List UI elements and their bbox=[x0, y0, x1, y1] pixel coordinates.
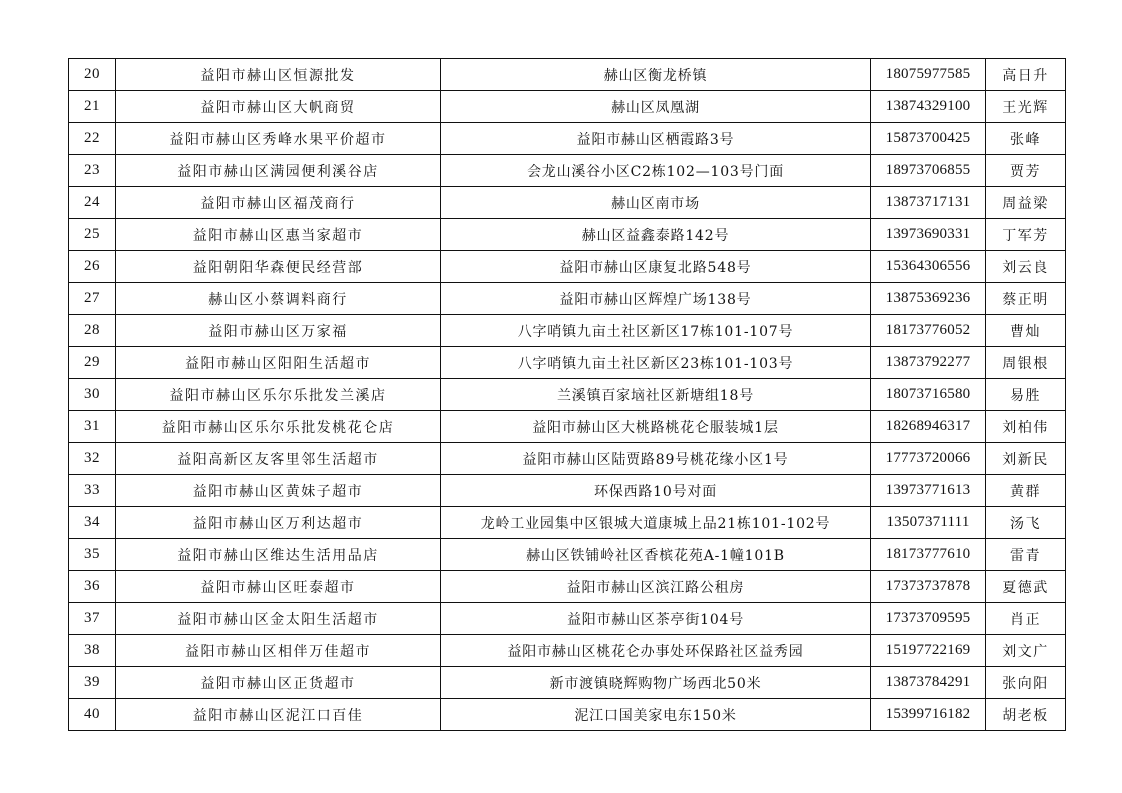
store-name-cell: 益阳市赫山区阳阳生活超市 bbox=[116, 347, 441, 379]
store-list-table bbox=[68, 58, 1066, 731]
address-cell: 益阳市赫山区辉煌广场138号 bbox=[441, 283, 871, 315]
address-cell: 益阳市赫山区桃花仑办事处环保路社区益秀园 bbox=[441, 635, 871, 667]
row-number-cell: 30 bbox=[69, 379, 116, 411]
table-row bbox=[69, 187, 1066, 219]
address-cell: 赫山区凤凰湖 bbox=[441, 91, 871, 123]
table-row bbox=[69, 571, 1066, 603]
row-number-cell: 27 bbox=[69, 283, 116, 315]
store-name-cell: 益阳市赫山区黄妹子超市 bbox=[116, 475, 441, 507]
address-cell: 兰溪镇百家垴社区新塘组18号 bbox=[441, 379, 871, 411]
contact-cell: 周银根 bbox=[986, 347, 1066, 379]
row-number-cell: 36 bbox=[69, 571, 116, 603]
table-row bbox=[69, 379, 1066, 411]
table-row bbox=[69, 635, 1066, 667]
contact-cell: 刘文广 bbox=[986, 635, 1066, 667]
phone-cell: 18268946317 bbox=[871, 411, 986, 443]
store-name-cell: 益阳市赫山区旺泰超市 bbox=[116, 571, 441, 603]
phone-cell: 15873700425 bbox=[871, 123, 986, 155]
row-number-cell: 28 bbox=[69, 315, 116, 347]
table-row bbox=[69, 123, 1066, 155]
row-number-cell: 32 bbox=[69, 443, 116, 475]
contact-cell: 张峰 bbox=[986, 123, 1066, 155]
store-name-cell: 益阳市赫山区大帆商贸 bbox=[116, 91, 441, 123]
address-cell: 益阳市赫山区茶亭街104号 bbox=[441, 603, 871, 635]
address-cell: 泥江口国美家电东150米 bbox=[441, 699, 871, 731]
phone-cell: 13873717131 bbox=[871, 187, 986, 219]
contact-cell: 黄群 bbox=[986, 475, 1066, 507]
store-name-cell: 赫山区小蔡调料商行 bbox=[116, 283, 441, 315]
address-cell: 益阳市赫山区陆贾路89号桃花缘小区1号 bbox=[441, 443, 871, 475]
address-cell: 龙岭工业园集中区银城大道康城上品21栋101-102号 bbox=[441, 507, 871, 539]
address-cell: 益阳市赫山区滨江路公租房 bbox=[441, 571, 871, 603]
table-row bbox=[69, 603, 1066, 635]
store-name-cell: 益阳市赫山区万家福 bbox=[116, 315, 441, 347]
row-number-cell: 23 bbox=[69, 155, 116, 187]
address-cell: 赫山区益鑫泰路142号 bbox=[441, 219, 871, 251]
table-row bbox=[69, 59, 1066, 91]
store-name-cell: 益阳市赫山区福茂商行 bbox=[116, 187, 441, 219]
table-row bbox=[69, 283, 1066, 315]
phone-cell: 18973706855 bbox=[871, 155, 986, 187]
contact-cell: 刘新民 bbox=[986, 443, 1066, 475]
table-row bbox=[69, 219, 1066, 251]
phone-cell: 17373737878 bbox=[871, 571, 986, 603]
store-name-cell: 益阳市赫山区正货超市 bbox=[116, 667, 441, 699]
store-name-cell: 益阳市赫山区维达生活用品店 bbox=[116, 539, 441, 571]
contact-cell: 周益梁 bbox=[986, 187, 1066, 219]
store-name-cell: 益阳市赫山区恒源批发 bbox=[116, 59, 441, 91]
address-cell: 新市渡镇晓辉购物广场西北50米 bbox=[441, 667, 871, 699]
row-number-cell: 34 bbox=[69, 507, 116, 539]
address-cell: 环保西路10号对面 bbox=[441, 475, 871, 507]
phone-cell: 13507371111 bbox=[871, 507, 986, 539]
table-body bbox=[69, 59, 1066, 731]
row-number-cell: 24 bbox=[69, 187, 116, 219]
contact-cell: 汤飞 bbox=[986, 507, 1066, 539]
phone-cell: 13873792277 bbox=[871, 347, 986, 379]
table-row bbox=[69, 667, 1066, 699]
phone-cell: 18075977585 bbox=[871, 59, 986, 91]
address-cell: 益阳市赫山区栖霞路3号 bbox=[441, 123, 871, 155]
contact-cell: 雷青 bbox=[986, 539, 1066, 571]
store-name-cell: 益阳朝阳华森便民经营部 bbox=[116, 251, 441, 283]
phone-cell: 18173776052 bbox=[871, 315, 986, 347]
address-cell: 八字哨镇九亩土社区新区17栋101-107号 bbox=[441, 315, 871, 347]
table-row bbox=[69, 251, 1066, 283]
table-row bbox=[69, 411, 1066, 443]
row-number-cell: 31 bbox=[69, 411, 116, 443]
table-row bbox=[69, 91, 1066, 123]
row-number-cell: 38 bbox=[69, 635, 116, 667]
store-name-cell: 益阳市赫山区金太阳生活超市 bbox=[116, 603, 441, 635]
contact-cell: 丁军芳 bbox=[986, 219, 1066, 251]
address-cell: 八字哨镇九亩土社区新区23栋101-103号 bbox=[441, 347, 871, 379]
contact-cell: 易胜 bbox=[986, 379, 1066, 411]
address-cell: 益阳市赫山区大桃路桃花仑服装城1层 bbox=[441, 411, 871, 443]
store-name-cell: 益阳市赫山区相伴万佳超市 bbox=[116, 635, 441, 667]
phone-cell: 15197722169 bbox=[871, 635, 986, 667]
row-number-cell: 25 bbox=[69, 219, 116, 251]
store-name-cell: 益阳市赫山区乐尔乐批发桃花仑店 bbox=[116, 411, 441, 443]
table-row bbox=[69, 699, 1066, 731]
contact-cell: 曹灿 bbox=[986, 315, 1066, 347]
table-row bbox=[69, 315, 1066, 347]
phone-cell: 13874329100 bbox=[871, 91, 986, 123]
row-number-cell: 39 bbox=[69, 667, 116, 699]
phone-cell: 17773720066 bbox=[871, 443, 986, 475]
store-name-cell: 益阳市赫山区惠当家超市 bbox=[116, 219, 441, 251]
store-name-cell: 益阳高新区友客里邻生活超市 bbox=[116, 443, 441, 475]
table-row bbox=[69, 539, 1066, 571]
phone-cell: 17373709595 bbox=[871, 603, 986, 635]
contact-cell: 蔡正明 bbox=[986, 283, 1066, 315]
contact-cell: 高日升 bbox=[986, 59, 1066, 91]
store-name-cell: 益阳市赫山区万利达超市 bbox=[116, 507, 441, 539]
row-number-cell: 22 bbox=[69, 123, 116, 155]
phone-cell: 13873784291 bbox=[871, 667, 986, 699]
store-name-cell: 益阳市赫山区泥江口百佳 bbox=[116, 699, 441, 731]
phone-cell: 13973690331 bbox=[871, 219, 986, 251]
phone-cell: 18073716580 bbox=[871, 379, 986, 411]
phone-cell: 15399716182 bbox=[871, 699, 986, 731]
row-number-cell: 21 bbox=[69, 91, 116, 123]
store-name-cell: 益阳市赫山区满园便利溪谷店 bbox=[116, 155, 441, 187]
store-name-cell: 益阳市赫山区秀峰水果平价超市 bbox=[116, 123, 441, 155]
table-row bbox=[69, 155, 1066, 187]
phone-cell: 13973771613 bbox=[871, 475, 986, 507]
row-number-cell: 35 bbox=[69, 539, 116, 571]
contact-cell: 刘云良 bbox=[986, 251, 1066, 283]
row-number-cell: 40 bbox=[69, 699, 116, 731]
phone-cell: 18173777610 bbox=[871, 539, 986, 571]
row-number-cell: 33 bbox=[69, 475, 116, 507]
address-cell: 赫山区南市场 bbox=[441, 187, 871, 219]
address-cell: 赫山区衡龙桥镇 bbox=[441, 59, 871, 91]
table-row bbox=[69, 475, 1066, 507]
store-name-cell: 益阳市赫山区乐尔乐批发兰溪店 bbox=[116, 379, 441, 411]
phone-cell: 15364306556 bbox=[871, 251, 986, 283]
row-number-cell: 29 bbox=[69, 347, 116, 379]
address-cell: 益阳市赫山区康复北路548号 bbox=[441, 251, 871, 283]
address-cell: 会龙山溪谷小区C2栋102—103号门面 bbox=[441, 155, 871, 187]
table-row bbox=[69, 443, 1066, 475]
contact-cell: 王光辉 bbox=[986, 91, 1066, 123]
contact-cell: 胡老板 bbox=[986, 699, 1066, 731]
contact-cell: 夏德武 bbox=[986, 571, 1066, 603]
address-cell: 赫山区铁铺岭社区香槟花苑A-1幢101B bbox=[441, 539, 871, 571]
row-number-cell: 37 bbox=[69, 603, 116, 635]
row-number-cell: 20 bbox=[69, 59, 116, 91]
row-number-cell: 26 bbox=[69, 251, 116, 283]
phone-cell: 13875369236 bbox=[871, 283, 986, 315]
contact-cell: 刘柏伟 bbox=[986, 411, 1066, 443]
contact-cell: 张向阳 bbox=[986, 667, 1066, 699]
contact-cell: 贾芳 bbox=[986, 155, 1066, 187]
contact-cell: 肖正 bbox=[986, 603, 1066, 635]
table-row bbox=[69, 347, 1066, 379]
table-row bbox=[69, 507, 1066, 539]
